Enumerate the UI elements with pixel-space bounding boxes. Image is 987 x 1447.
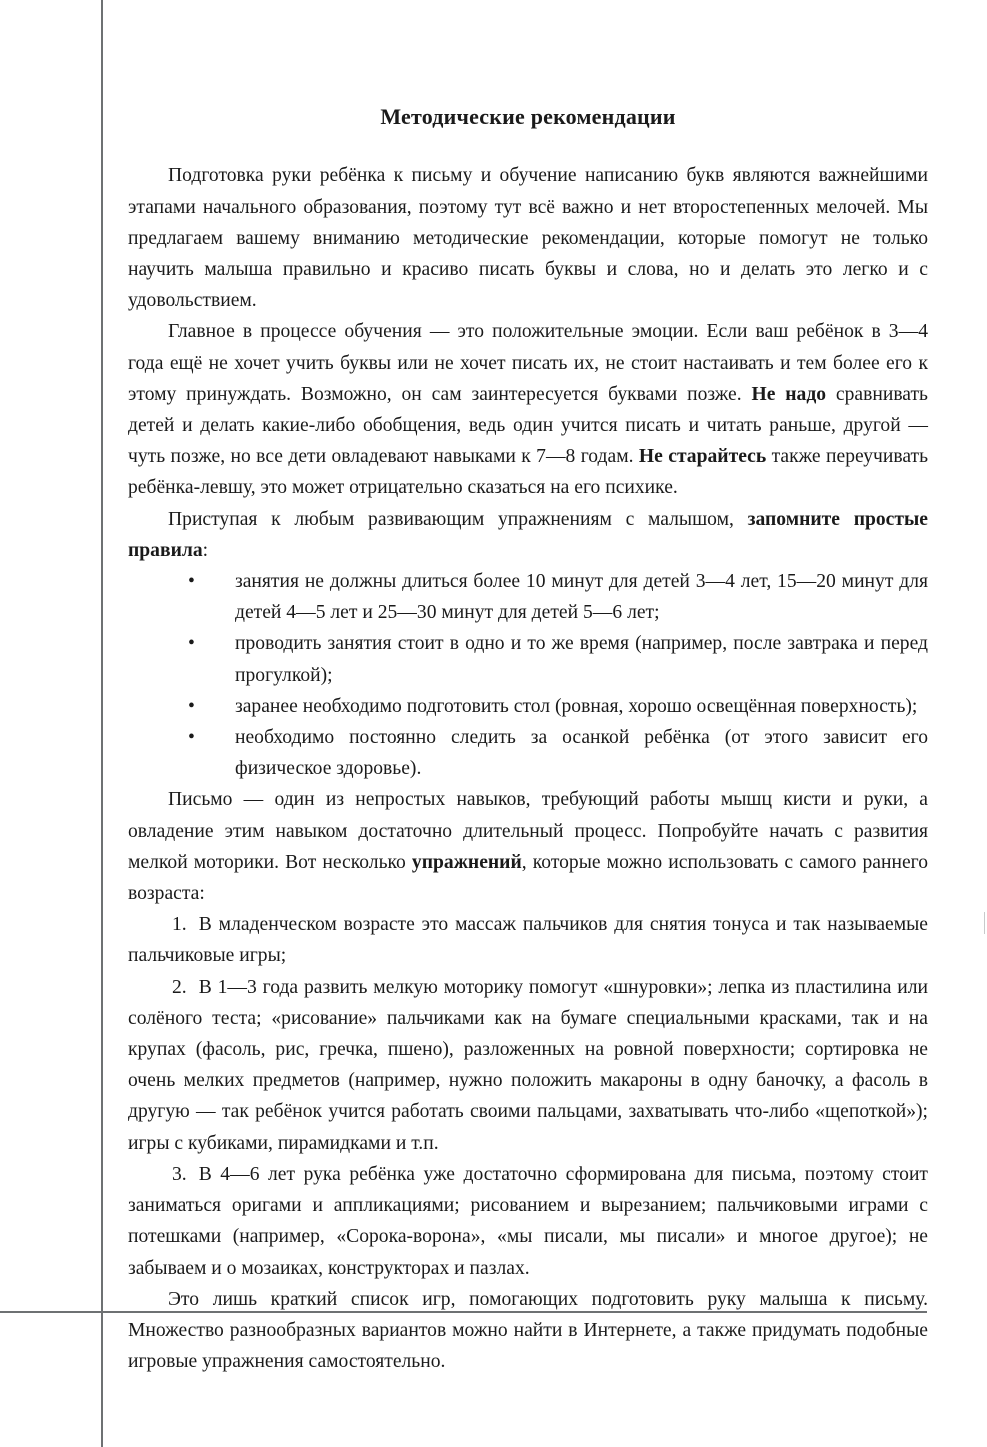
paragraph-simple-rules-text-2: : [202,539,209,561]
paragraph-simple-rules-text-1: Приступая к любым развивающим упражнениям с малышом, [168,508,748,530]
paragraph-intro: Подготовка руки ребёнка к письму и обучение написанию букв являются важнейшими этапами начального образования, поэтому тут всё важно и нет второстепенных мелочей. Мы предлагаем вашему вниманию методические рекомендации, которые помогут не только научить малыша правильно и красиво писать буквы и слова, но и делать это легко и с удовольствием. [128,165,928,312]
page-title: Методические рекомендации [380,104,676,129]
page-right-edge-tick [984,912,985,934]
bullet-marker-icon: • [188,571,195,593]
paragraph-writing-skill-text-1: Письмо — один из непростых навыков, требующий работы мышц кисти и руки, а овладение этим навыком достаточно длительный процесс. Попробуйте начать с развития мелкой моторики. Вот несколько [128,789,928,873]
paragraph-emotions-bold-1: Не надо [751,383,827,405]
rules-bullet-list [128,566,928,784]
numbered-item-3-number: 3. [172,1163,187,1185]
paragraph-emotions-text-2: сравнивать детей и делать какие-либо обобщения, ведь один учится писать и читать раньше, другой — чуть позже, но все дети овладевают навыками к 7—8 годам. [128,383,928,468]
paragraph-writing-skill [128,784,928,909]
paragraph-emotions-text-3: также переучивать ребёнка-левшу, это может отрицательно сказаться на его психике. [128,446,929,499]
numbered-item-1 [128,909,928,971]
list-item [128,722,928,784]
list-item-text: занятия не должны длиться более 10 минут для детей 3—4 лет, 15—20 минут для детей 4—5 лет и 25—30 минут для детей 5—6 лет; [235,571,928,624]
bullet-marker-icon: • [188,633,195,655]
numbered-item-3-text: В 4—6 лет рука ребёнка уже достаточно сформирована для письма, поэтому стоит заниматься оригами и аппликациями; рисованием и вырезанием; пальчиковыми играми с потешками (например, «Сорока-ворона», «мы писали, мы писали» и многое другое); не забываем и о мозаиках, конструкторах и пазлах. [128,1163,928,1279]
list-item [128,691,928,722]
numbered-item-1-text: В младенческом возрасте это массаж пальчиков для снятия тонуса и так называемые пальчиковые игры; [128,914,928,967]
numbered-item-1-number: 1. [172,914,187,936]
numbered-item-2-number: 2. [172,976,187,998]
list-item [128,566,928,628]
numbered-item-3 [128,1159,928,1284]
page-left-vertical-rule [101,0,103,1447]
paragraph-emotions-bold-2: Не старайтесь [638,446,767,468]
paragraph-emotions [128,316,928,503]
paragraph-simple-rules-lead [128,504,928,566]
bullet-marker-icon: • [188,727,195,749]
bullet-marker-icon: • [188,695,195,717]
paragraph-emotions-text-1: Главное в процессе обучения — это положительные эмоции. Если ваш ребёнок в 3—4 года ещё не хочет учить буквы или не хочет писать их, не стоит настаивать и тем более его к этому принуждать. Возможно, он сам заинтересуется буквами позже. [128,321,928,405]
paragraph-writing-skill-text-2: , которые можно использовать с самого раннего возраста: [128,851,928,905]
paragraph-closing: Это лишь краткий список игр, помогающих подготовить руку малыша к письму. Множество разнообразных вариантов можно найти в Интернете, а также придумать подобные игровые упражнения самостоятельно. [128,1288,928,1373]
list-item-text: необходимо постоянно следить за осанкой ребёнка (от этого зависит его физическое здоровье). [235,727,928,780]
numbered-item-2-text: В 1—3 года развить мелкую моторику помогут «шнуровки»; лепка из пластилина или солёного теста; «рисование» пальчиками как на бумаге специальными красками, так и на крупах (фасоль, рис, гречка, пшено), разложенных на ровной поверхности; сортировка не очень мелких предметов (например, нужно положить макароны в одну баночку, а фасоль в другую — так ребёнок учится работать своими пальцами, захватывать что-либо «щепоткой»); игры с кубиками, пирамидками и т.п. [128,976,928,1154]
list-item-text: заранее необходимо подготовить стол (ровная, хорошо освещённая поверхность); [235,695,918,717]
numbered-item-2 [128,972,928,1159]
paragraph-simple-rules-bold: запомните простые правила [128,508,928,561]
paragraph-writing-skill-bold: упражнений [411,851,522,873]
list-item [128,628,928,690]
list-item-text: проводить занятия стоит в одно и то же время (например, после завтрака и перед прогулкой); [235,633,928,686]
document-content [128,0,928,1377]
